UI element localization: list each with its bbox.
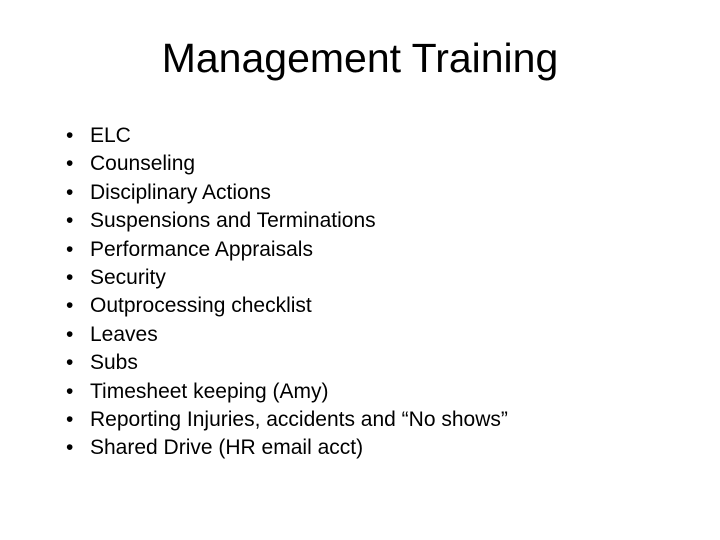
bullet-dot-icon: • [66, 124, 74, 147]
bullet-dot-icon: • [66, 266, 74, 290]
bullet-dot-icon: • [66, 237, 74, 261]
list-item [58, 150, 698, 178]
list-item [58, 236, 698, 264]
bullet-dot-icon: • [66, 294, 74, 318]
list-item-label: Leaves [90, 322, 158, 346]
list-item [58, 321, 698, 349]
list-item-label: Counseling [90, 152, 196, 176]
list-item-label: Subs [90, 351, 138, 375]
bullet-dot-icon: • [66, 379, 74, 403]
bullet-dot-icon: • [66, 408, 74, 432]
list-item [58, 378, 698, 406]
list-item-label: Reporting Injuries, accidents and “No shows” [90, 408, 508, 432]
list-item [58, 349, 698, 377]
bullet-dot-icon: • [66, 436, 74, 460]
bullet-dot-icon: • [66, 351, 74, 375]
list-item [58, 406, 698, 434]
page-title: Management Training [161, 35, 559, 81]
list-item-label: Suspensions and Terminations [90, 209, 376, 233]
bullet-dot-icon: • [66, 322, 74, 346]
list-item-label: Timesheet keeping (Amy) [90, 379, 329, 403]
list-item-label: Disciplinary Actions [90, 180, 271, 204]
bullet-dot-icon: • [66, 152, 74, 176]
list-item-label: Shared Drive (HR email acct) [90, 436, 364, 460]
bullet-list [58, 122, 698, 463]
list-item-label: Outprocessing checklist [90, 294, 312, 318]
bullet-dot-icon: • [66, 180, 74, 204]
list-item [58, 292, 698, 320]
list-item [58, 264, 698, 292]
list-item-label: ELC [90, 124, 131, 147]
list-item [58, 122, 698, 150]
list-item [58, 434, 698, 462]
list-item-label: Performance Appraisals [90, 237, 313, 261]
bullet-dot-icon: • [66, 209, 74, 233]
list-item [58, 207, 698, 235]
list-item [58, 179, 698, 207]
list-item-label: Security [90, 266, 166, 290]
